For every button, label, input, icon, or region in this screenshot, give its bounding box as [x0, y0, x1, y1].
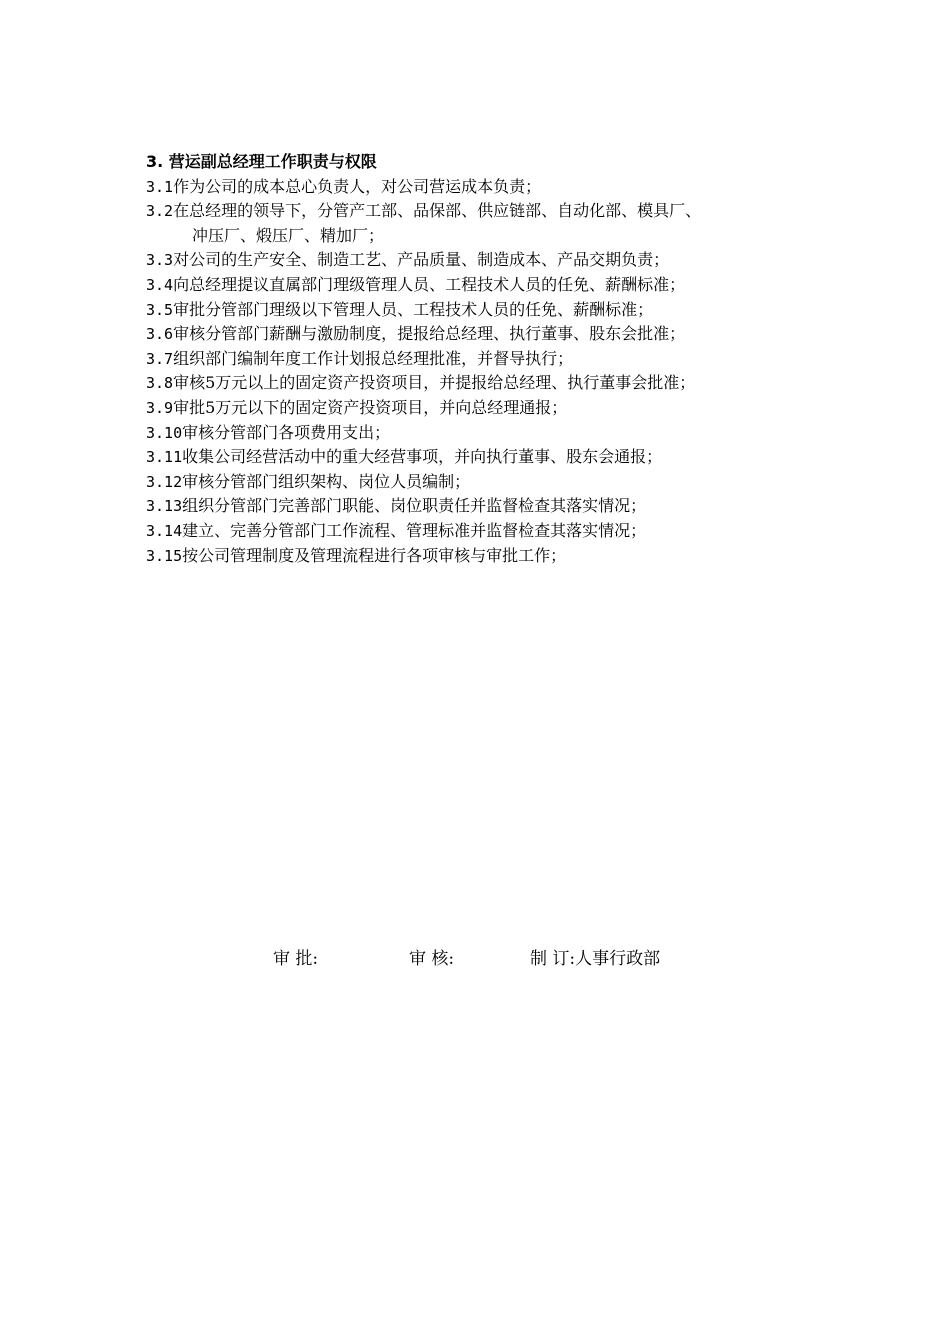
duty-item-text: 审核分管部门组织架构、岗位人员编制； [182, 471, 471, 491]
duty-item-text: 按公司管理制度及管理流程进行各项审核与审批工作； [182, 545, 567, 565]
approve-label: 审 批: [273, 949, 319, 969]
duty-item-text: 收集公司经营活动中的重大经营事项，并向执行董事、股东会通报； [182, 447, 663, 467]
duty-item-number: 3.6 [146, 325, 174, 344]
duty-item-text: 在总经理的领导下，分管产工部、品保部、供应链部、自动化部、模具厂、 [173, 201, 702, 221]
duty-item [146, 298, 826, 323]
review-label: 审 核: [409, 949, 455, 969]
document-body [146, 150, 826, 568]
duty-item [146, 396, 826, 421]
duty-item-number: 3.3 [146, 251, 174, 270]
duty-item-text: 组织分管部门完善部门职能、岗位职责任并监督检查其落实情况； [182, 496, 647, 516]
duty-item-number: 3.9 [146, 398, 174, 417]
duty-item-number: 3.13 [146, 497, 183, 516]
duty-item-text: 审核分管部门各项费用支出； [182, 422, 391, 442]
signature-footer [0, 946, 950, 972]
duty-item [146, 273, 826, 298]
duty-item [146, 519, 826, 544]
duty-item [146, 248, 826, 273]
duty-item-number: 3.4 [146, 275, 174, 294]
duty-item [146, 199, 826, 248]
duty-item-text: 审核分管部门薪酬与激励制度，提报给总经理、执行董事、股东会批准； [173, 324, 686, 344]
duty-list [146, 175, 826, 569]
duty-item-number: 3.12 [146, 472, 183, 491]
duty-item [146, 445, 826, 470]
duty-item [146, 322, 826, 347]
duty-item-number: 3.14 [146, 521, 183, 540]
duty-item [146, 175, 826, 200]
duty-item-text: 作为公司的成本总心负责人，对公司营运成本负责； [173, 176, 542, 196]
duty-item-continuation: 冲压厂、煅压厂、精加厂； [192, 225, 385, 245]
duty-item-number: 3.1 [146, 177, 174, 196]
duty-item-number: 3.8 [146, 374, 174, 393]
prepared-by-label: 制 订:人事行政部 [530, 949, 661, 969]
duty-item-text: 审核5万元以上的固定资产投资项目，并提报给总经理、执行董事会批准； [173, 373, 696, 393]
duty-item-number: 3.11 [146, 448, 183, 467]
duty-item-text: 对公司的生产安全、制造工艺、产品质量、制造成本、产品交期负责； [173, 250, 670, 270]
duty-item-text: 审批分管部门理级以下管理人员、工程技术人员的任免、薪酬标准； [173, 299, 654, 319]
duty-item-number: 3.7 [146, 349, 174, 368]
duty-item [146, 494, 826, 519]
duty-item [146, 544, 826, 569]
duty-item-number: 3.2 [146, 202, 174, 221]
duty-item-number: 3.5 [146, 300, 174, 319]
duty-item [146, 421, 826, 446]
duty-item [146, 371, 826, 396]
duty-item-text: 审批5万元以下的固定资产投资项目，并向总经理通报； [173, 397, 568, 417]
section-heading: 3. 营运副总经理工作职责与权限 [146, 152, 377, 171]
duty-item-number: 3.15 [146, 546, 183, 565]
duty-item [146, 470, 826, 495]
duty-item-number: 3.10 [146, 423, 183, 442]
duty-item [146, 347, 826, 372]
duty-item-text: 向总经理提议直属部门理级管理人员、工程技术人员的任免、薪酬标准； [173, 274, 686, 294]
duty-item-text: 建立、完善分管部门工作流程、管理标准并监督检查其落实情况； [182, 520, 647, 540]
duty-item-text: 组织部门编制年度工作计划报总经理批准，并督导执行； [173, 348, 574, 368]
